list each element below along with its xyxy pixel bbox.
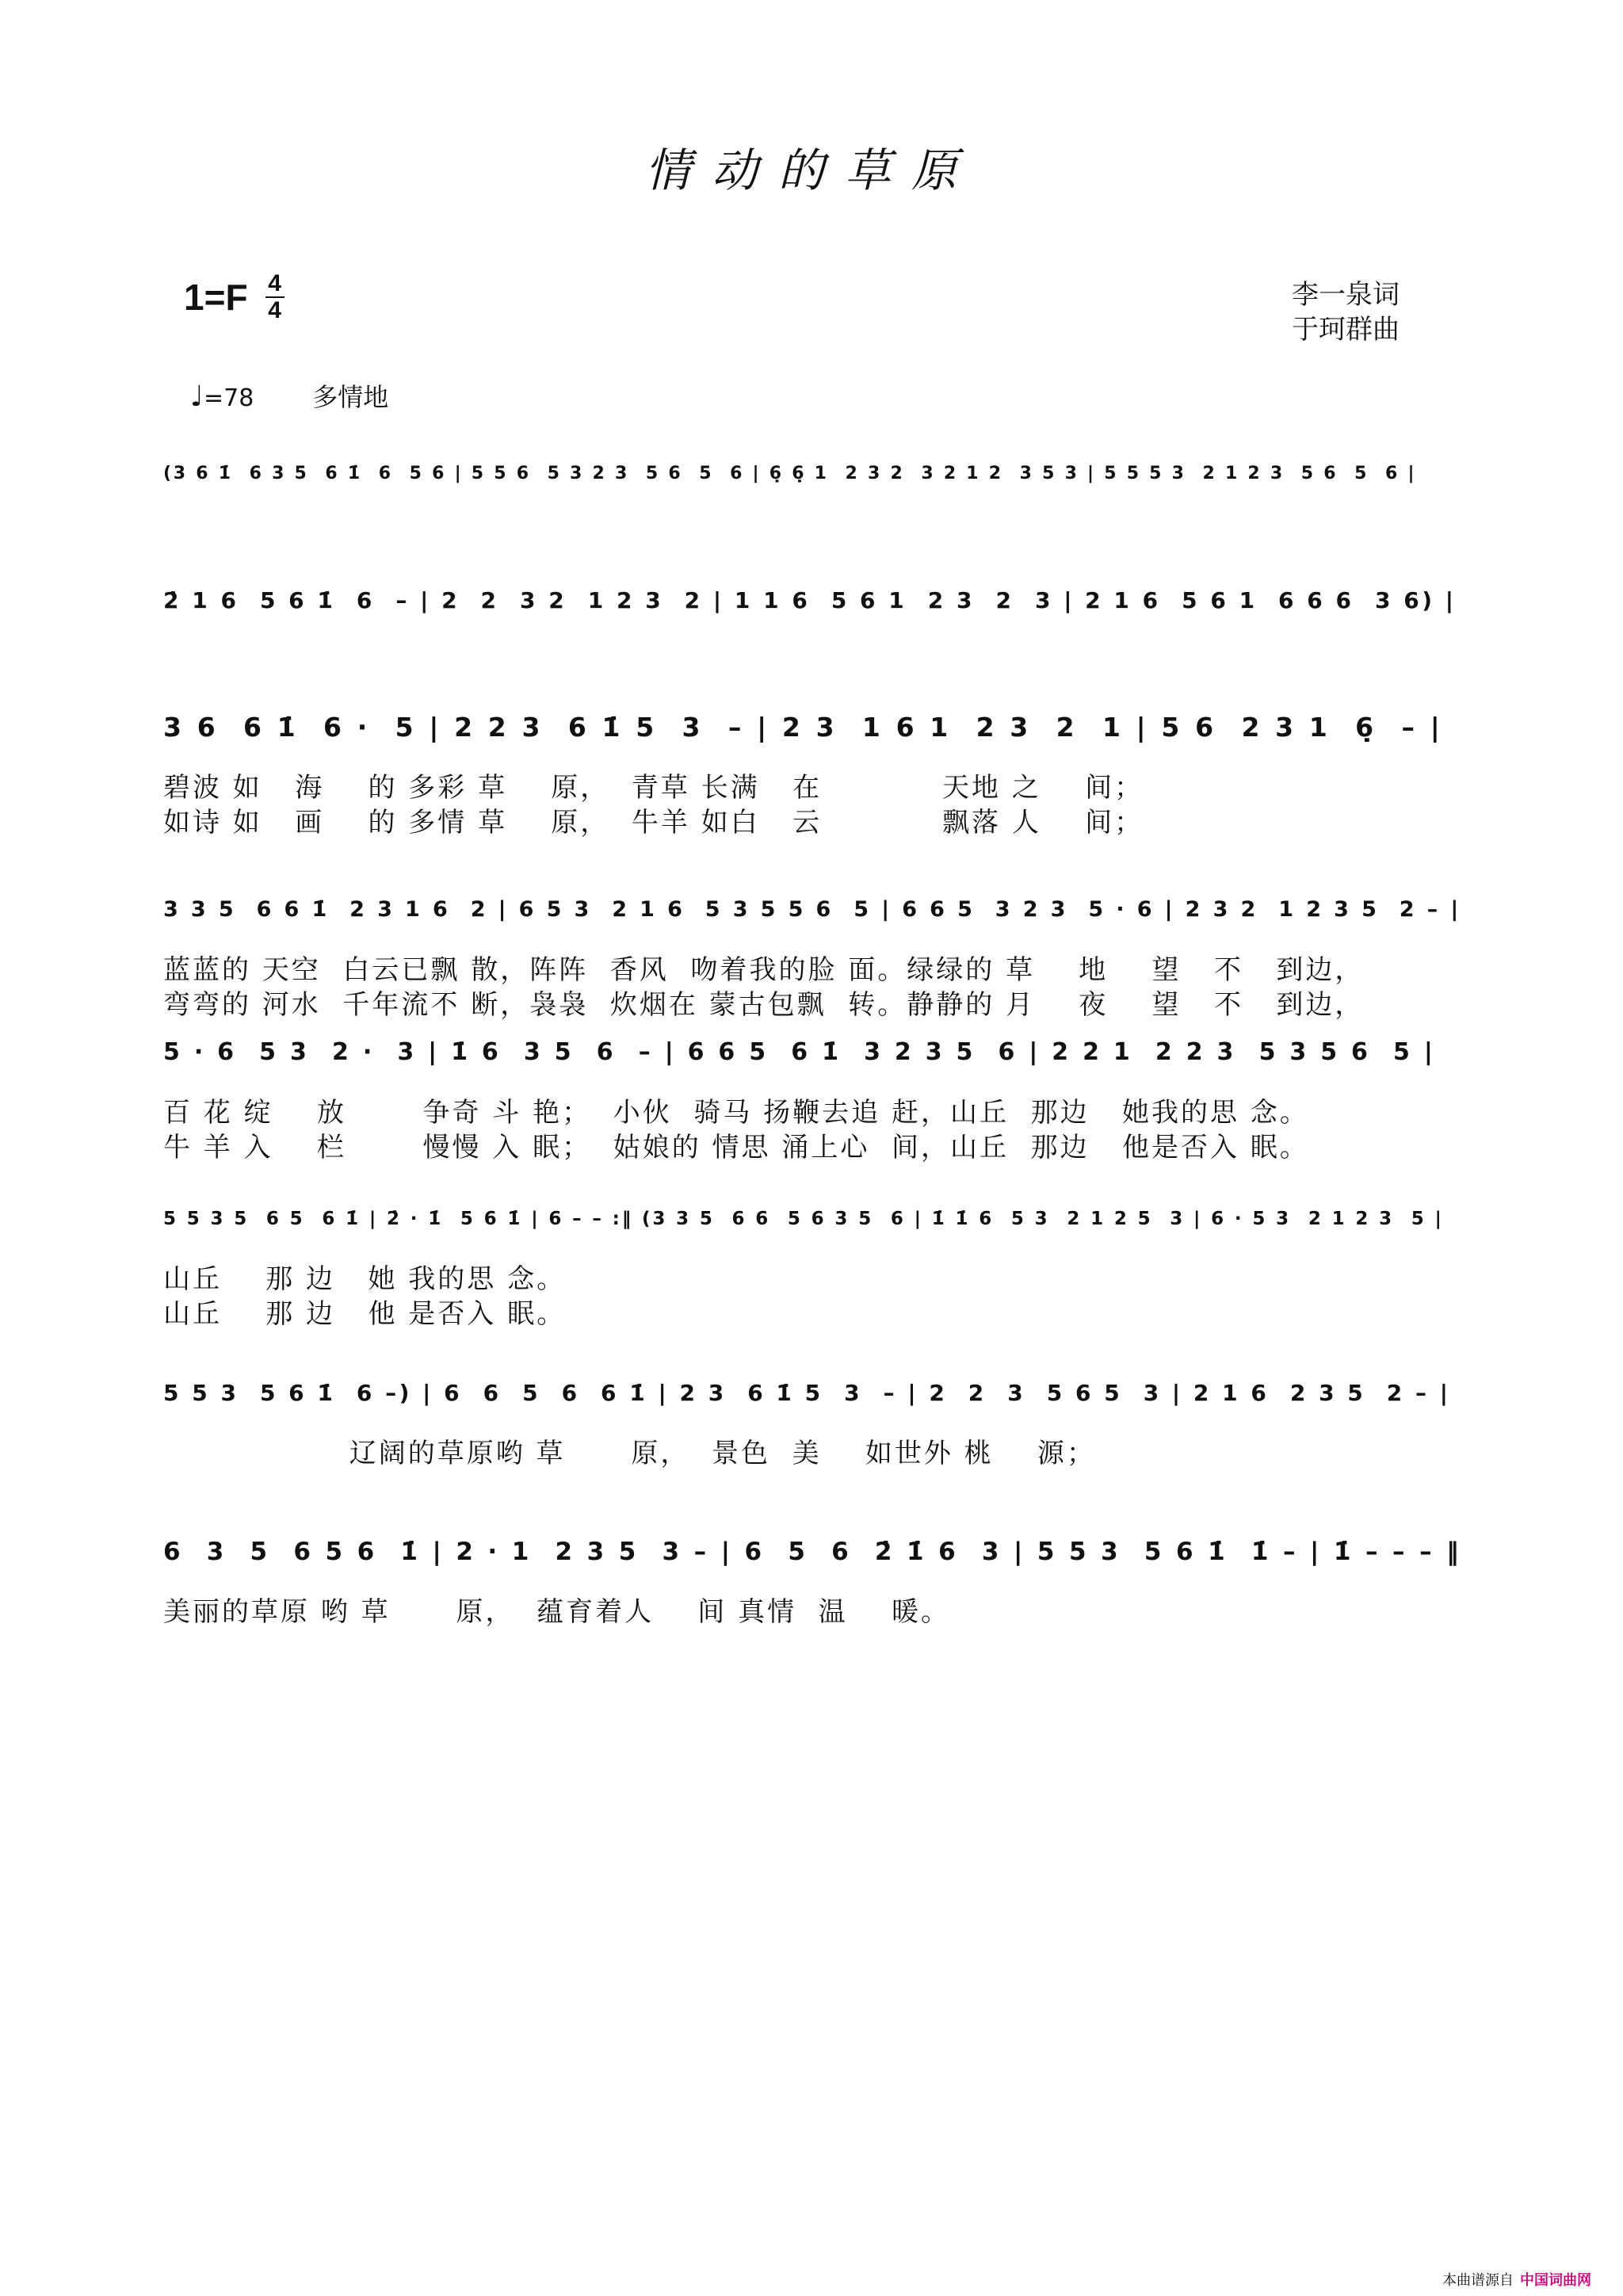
lyric-row: 百 花 绽 放 争奇 斗 艳； 小伙 骑马 扬鞭去追 赶，山丘 那边 她我的思 念。 [163, 1097, 1309, 1129]
key-signature [184, 271, 285, 323]
footer [1442, 2269, 1591, 2290]
expression-mark: 多情地 [312, 382, 389, 412]
lyric-row: 牛 羊 入 栏 慢慢 入 眠； 姑娘的 情思 涌上心 间，山丘 那边 他是否入 眠。 [163, 1132, 1309, 1163]
time-top: 4 [268, 270, 281, 296]
notation-row: 2̇ 1 6 5 6 1̇ 6 – | 2 2 3 2 1 2 3 2 | 1 1 6 5 6 1 2 3 2 3 | 2 1 6 5 6 1 6 6 6 3 6) | [163, 587, 1457, 613]
lyric-row: 碧波 如 海 的 多彩 草 原， 青草 长满 在 天地 之 间； [163, 772, 1144, 804]
notation-row: 3 6 6 1̇ 6 · 5 | 2 2 3 6 1̇ 5 3 – | 2 3 1 6 1 2 3 2 1 | 5 6 2 3 1 6̣ – | [163, 712, 1443, 743]
score-line [163, 452, 1463, 531]
song-title: 情动的草原 [644, 143, 978, 197]
lyric-row: 如诗 如 画 的 多情 草 原， 牛羊 如白 云 飘落 人 间； [163, 807, 1144, 839]
notation-row: 5 5 3 5 6 1̇ 6 –) | 6 6 5 6 6 1̇ | 2 3 6 1̇ 5 3 – | 2 2 3 5 6 5 3 | 2 1 6 2 3 5 2 – | [163, 1380, 1451, 1406]
score-line [163, 1030, 1463, 1163]
lyric-row: 弯弯的 河水 千年流不 断，袅袅 炊烟在 蒙古包飘 转。静静的 月 夜 望 不 到边， [163, 989, 1365, 1021]
score-line [163, 705, 1463, 839]
lyric-row: 美丽的草原 哟 草 原， 蕴育着人 间 真情 温 暖。 [163, 1596, 950, 1628]
tempo-marking [190, 377, 388, 414]
footer-text: 本曲谱源自 [1442, 2272, 1514, 2289]
score-line [163, 888, 1463, 1021]
notation-row: 6 3 5 6 5 6 1̇ | 2 · 1 2 3 5 3 – | 6 5 6 2̇ 1̇ 6 3 | 5 5 3 5 6 1̇ 1̇ – | 1̇ – – – ‖ [163, 1538, 1462, 1566]
quarter-note-icon: ♩ [190, 380, 204, 413]
score-line [163, 1371, 1463, 1469]
notation-row: 5 · 6 5 3 2 · 3 | 1̇ 6 3 5 6 – | 6 6 5 6 1̇ 3 2 3 5 6 | 2 2 1 2 2 3 5 3 5 6 5 | [163, 1038, 1436, 1066]
score-line [163, 1530, 1463, 1628]
lyric-row: 蓝蓝的 天空 白云已飘 散，阵阵 香风 吻着我的脸 面。绿绿的 草 地 望 不 到边， [163, 954, 1365, 986]
score-line [163, 579, 1463, 658]
footer-brand: 中国词曲网 [1520, 2272, 1591, 2289]
lyric-row: 山丘 那 边 他 是否入 眠。 [163, 1298, 567, 1330]
lyric-row: 辽阔的草原哟 草 原， 景色 美 如世外 桃 源； [163, 1438, 1096, 1469]
credits [1292, 277, 1400, 347]
tempo-value: =78 [203, 384, 254, 412]
key-label: 1=F [184, 277, 248, 318]
composer: 于珂群曲 [1292, 314, 1400, 346]
notation-row: 3 3 5 6 6 1̇ 2 3 1 6 2 | 6 5 3 2 1 6 5 3 5 5 6 5 | 6 6 5 3 2 3 5 · 6 | 2 3 2 1 2 3 5 2 – | [163, 897, 1461, 922]
time-bottom: 4 [268, 297, 281, 323]
time-signature [265, 271, 285, 323]
notation-row: 5 5 3 5 6 5 6 1̇ | 2̇ · 1̇ 5 6 1̇ | 6 – – :‖ (3 3 5 6 6 5 6 3 5 6 | 1̇ 1̇ 6 5 3 2 1 2 5 3 | 6 · 5 3 2 1 2 3 5 | [163, 1209, 1444, 1229]
lyricist: 李一泉词 [1292, 279, 1400, 311]
lyric-row: 山丘 那 边 她 我的思 念。 [163, 1263, 567, 1295]
score-line [163, 1197, 1463, 1330]
notation-row: (3 6 1̇ 6 3 5 6 1̇ 6 5 6 | 5 5 6 5 3 2 3 5 6 5 6 | 6̣ 6̣ 1 2 3 2 3 2 1 2 3 5 3 | 5 5 5 3 2 1 2 3 5 6 5 6 | [163, 464, 1417, 483]
